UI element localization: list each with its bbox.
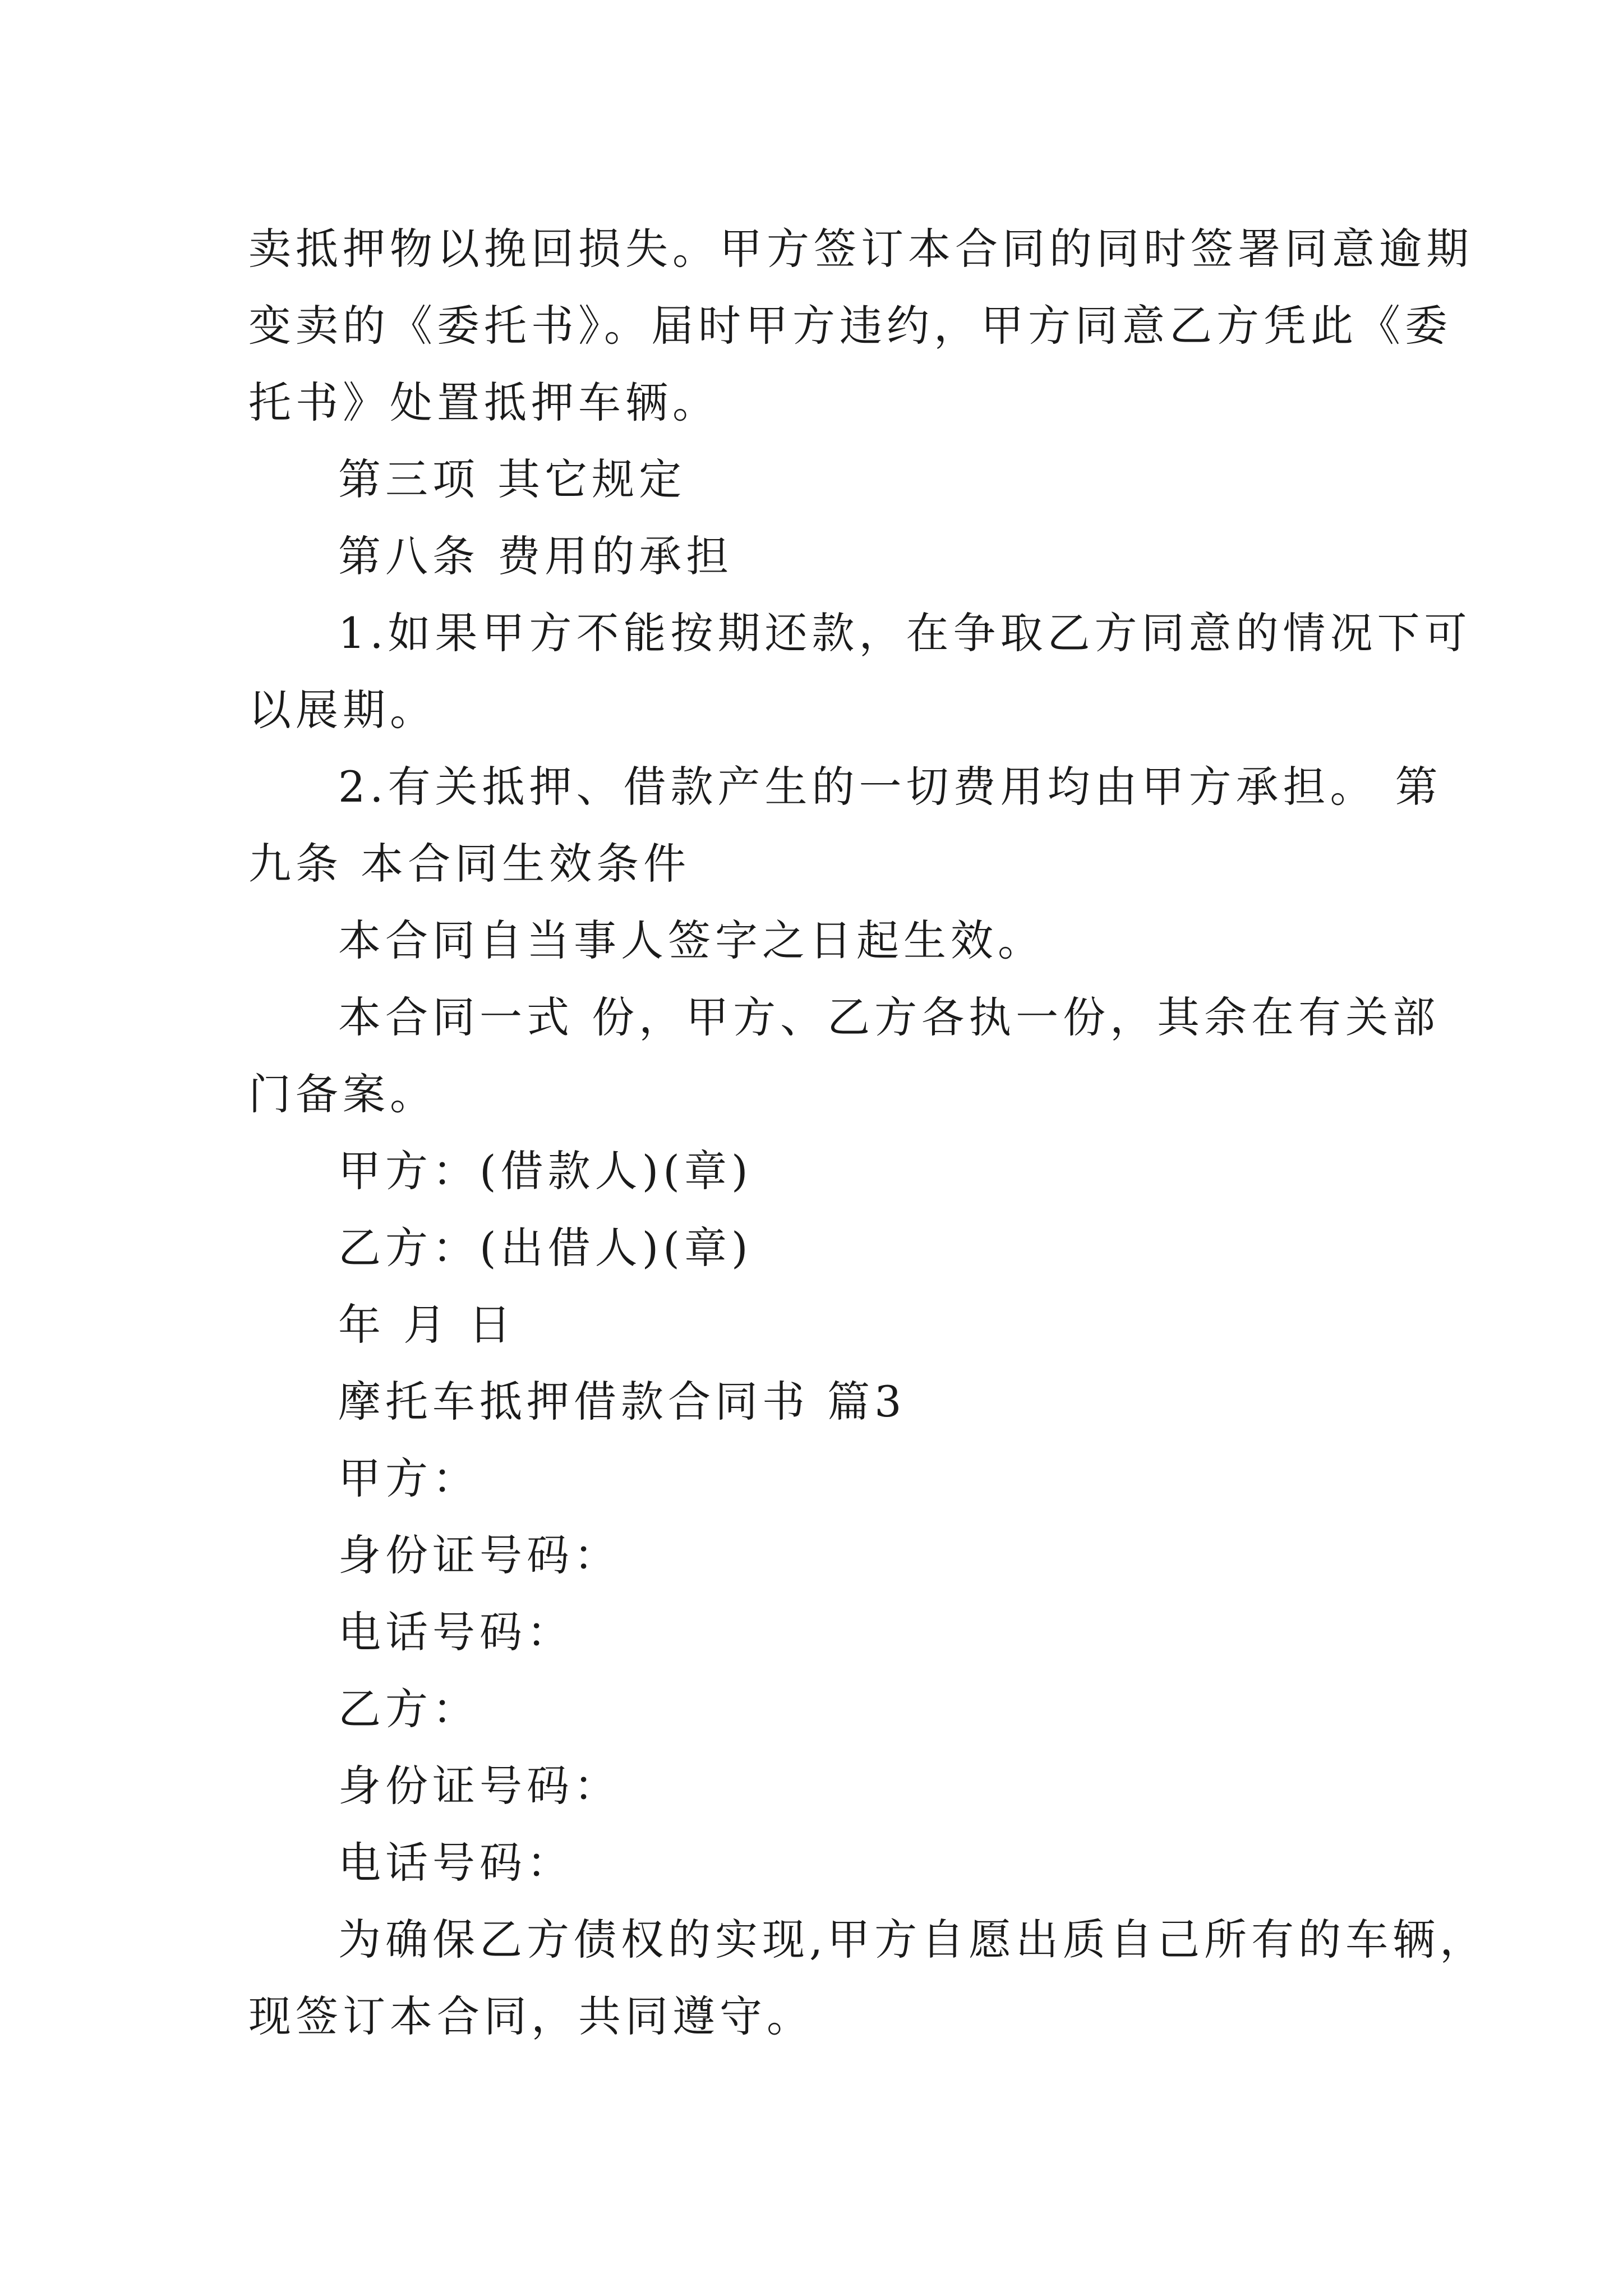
- text-line: 现签订本合同，共同遵守。: [248, 1991, 814, 2041]
- signature-line-party-a: 甲方：(借款人)(章): [338, 1146, 753, 1196]
- field-phone-a: 电话号码：: [338, 1607, 574, 1657]
- field-phone-b: 电话号码：: [338, 1838, 574, 1888]
- text-line: 门备案。: [248, 1069, 437, 1119]
- text-line: 1.如果甲方不能按期还款，在争取乙方同意的情况下可: [338, 608, 1472, 658]
- field-id-number-a: 身份证号码：: [338, 1530, 621, 1580]
- text-line: 托书》处置抵押车辆。: [248, 378, 720, 427]
- text-line: 以展期。: [248, 685, 437, 735]
- document-body: [248, 210, 1487, 2055]
- article-heading: 第八条 费用的承担: [338, 531, 734, 581]
- text-line: 卖抵押物以挽回损失。甲方签订本合同的同时签署同意逾期: [248, 224, 1473, 274]
- field-party-a: 甲方：: [338, 1453, 479, 1503]
- contract-title: 摩托车抵押借款合同书 篇3: [338, 1377, 906, 1427]
- text-line: 2.有关抵押、借款产生的一切费用均由甲方承担。 第: [338, 762, 1442, 812]
- text-line: 本合同一式 份，甲方、乙方各执一份，其余在有关部: [338, 992, 1440, 1042]
- section-heading: 第三项 其它规定: [338, 454, 686, 504]
- text-line: 九条 本合同生效条件: [248, 839, 691, 889]
- signature-line-party-b: 乙方：(出借人)(章): [338, 1223, 753, 1273]
- text-line: 本合同自当事人签字之日起生效。: [338, 915, 1045, 965]
- date-line: 年 月 日: [338, 1300, 516, 1350]
- field-party-b: 乙方：: [338, 1684, 479, 1734]
- text-line: 变卖的《委托书》。届时甲方违约，甲方同意乙方凭此《委: [248, 301, 1452, 351]
- text-line: 为确保乙方债权的实现,甲方自愿出质自己所有的车辆，: [338, 1915, 1487, 1964]
- field-id-number-b: 身份证号码：: [338, 1761, 621, 1811]
